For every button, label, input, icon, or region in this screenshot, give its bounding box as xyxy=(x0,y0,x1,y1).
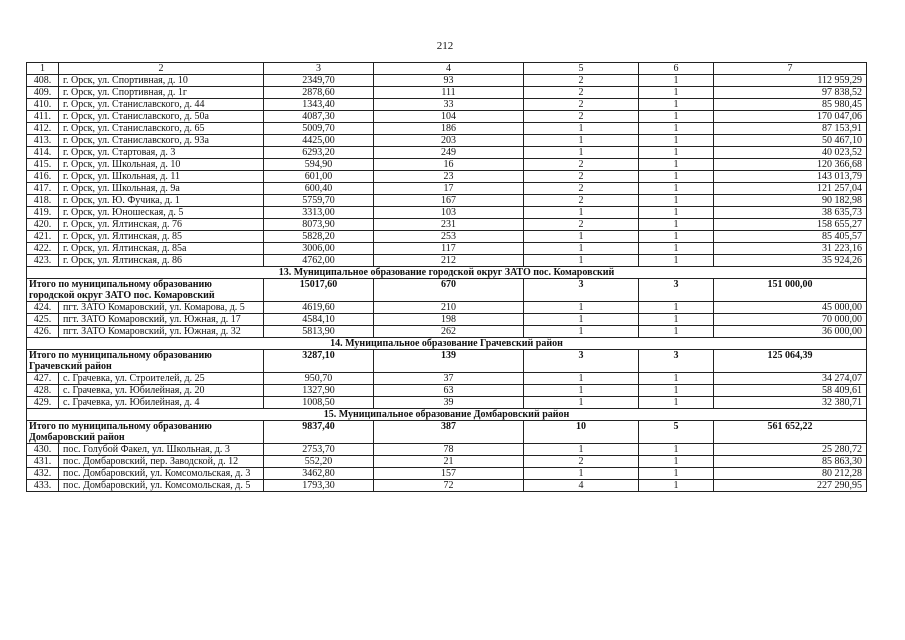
total-label-cell: Итого по муниципальному образованию Домбаровский район xyxy=(27,421,264,444)
col6-cell: 1 xyxy=(639,111,714,123)
amount-cell: 34 274,07 xyxy=(714,373,867,385)
total-col6-cell: 3 xyxy=(639,350,714,373)
table-row xyxy=(27,456,867,468)
row-number-cell: 421. xyxy=(27,231,59,243)
residents-cell: 103 xyxy=(374,207,524,219)
table-row xyxy=(27,207,867,219)
col5-cell: 2 xyxy=(524,171,639,183)
residents-cell: 117 xyxy=(374,243,524,255)
area-cell: 1008,50 xyxy=(264,397,374,409)
amount-cell: 97 838,52 xyxy=(714,87,867,99)
address-cell: г. Орск, ул. Ялтинская, д. 76 xyxy=(59,219,264,231)
amount-cell: 31 223,16 xyxy=(714,243,867,255)
col6-cell: 1 xyxy=(639,480,714,492)
address-cell: г. Орск, ул. Ялтинская, д. 86 xyxy=(59,255,264,267)
col6-cell: 1 xyxy=(639,147,714,159)
column-header: 3 xyxy=(264,63,374,75)
address-cell: г. Орск, ул. Станиславского, д. 50а xyxy=(59,111,264,123)
amount-cell: 40 023,52 xyxy=(714,147,867,159)
section-title: 15. Муниципальное образование Домбаровский район xyxy=(27,409,867,421)
residents-cell: 21 xyxy=(374,456,524,468)
row-number-cell: 411. xyxy=(27,111,59,123)
housing-registry-table xyxy=(26,62,867,492)
area-cell: 3462,80 xyxy=(264,468,374,480)
total-residents-cell: 387 xyxy=(374,421,524,444)
amount-cell: 70 000,00 xyxy=(714,314,867,326)
area-cell: 2753,70 xyxy=(264,444,374,456)
column-header: 1 xyxy=(27,63,59,75)
col5-cell: 1 xyxy=(524,135,639,147)
table-row xyxy=(27,195,867,207)
address-cell: г. Орск, ул. Школьная, д. 10 xyxy=(59,159,264,171)
residents-cell: 16 xyxy=(374,159,524,171)
col5-cell: 1 xyxy=(524,147,639,159)
col5-cell: 1 xyxy=(524,373,639,385)
amount-cell: 143 013,79 xyxy=(714,171,867,183)
table-row xyxy=(27,171,867,183)
amount-cell: 112 959,29 xyxy=(714,75,867,87)
amount-cell: 36 000,00 xyxy=(714,326,867,338)
amount-cell: 121 257,04 xyxy=(714,183,867,195)
amount-cell: 85 863,30 xyxy=(714,456,867,468)
col5-cell: 2 xyxy=(524,111,639,123)
total-area-cell: 15017,60 xyxy=(264,279,374,302)
area-cell: 4619,60 xyxy=(264,302,374,314)
col5-cell: 1 xyxy=(524,123,639,135)
residents-cell: 262 xyxy=(374,326,524,338)
col6-cell: 1 xyxy=(639,171,714,183)
table-row xyxy=(27,397,867,409)
area-cell: 2349,70 xyxy=(264,75,374,87)
total-amount-cell: 151 000,00 xyxy=(714,279,867,302)
row-number-cell: 409. xyxy=(27,87,59,99)
section-heading-row xyxy=(27,267,867,279)
address-cell: с. Грачевка, ул. Юбилейная, д. 4 xyxy=(59,397,264,409)
address-cell: г. Орск, ул. Школьная, д. 11 xyxy=(59,171,264,183)
col5-cell: 2 xyxy=(524,99,639,111)
row-number-cell: 431. xyxy=(27,456,59,468)
col5-cell: 2 xyxy=(524,195,639,207)
area-cell: 5828,20 xyxy=(264,231,374,243)
area-cell: 4425,00 xyxy=(264,135,374,147)
area-cell: 5759,70 xyxy=(264,195,374,207)
row-number-cell: 408. xyxy=(27,75,59,87)
row-number-cell: 420. xyxy=(27,219,59,231)
col5-cell: 2 xyxy=(524,183,639,195)
table-row xyxy=(27,243,867,255)
area-cell: 3006,00 xyxy=(264,243,374,255)
area-cell: 1327,90 xyxy=(264,385,374,397)
table-row xyxy=(27,87,867,99)
residents-cell: 212 xyxy=(374,255,524,267)
row-number-cell: 422. xyxy=(27,243,59,255)
row-number-cell: 433. xyxy=(27,480,59,492)
col5-cell: 4 xyxy=(524,480,639,492)
area-cell: 552,20 xyxy=(264,456,374,468)
table-row xyxy=(27,255,867,267)
col6-cell: 1 xyxy=(639,87,714,99)
row-number-cell: 412. xyxy=(27,123,59,135)
col5-cell: 1 xyxy=(524,255,639,267)
address-cell: пос. Домбаровский, ул. Комсомольская, д. 5 xyxy=(59,480,264,492)
row-number-cell: 427. xyxy=(27,373,59,385)
col5-cell: 2 xyxy=(524,75,639,87)
row-number-cell: 428. xyxy=(27,385,59,397)
residents-cell: 203 xyxy=(374,135,524,147)
amount-cell: 227 290,95 xyxy=(714,480,867,492)
col6-cell: 1 xyxy=(639,99,714,111)
area-cell: 8073,90 xyxy=(264,219,374,231)
amount-cell: 25 280,72 xyxy=(714,444,867,456)
address-cell: г. Орск, ул. Стартовая, д. 3 xyxy=(59,147,264,159)
col5-cell: 1 xyxy=(524,302,639,314)
col6-cell: 1 xyxy=(639,219,714,231)
total-amount-cell: 561 652,22 xyxy=(714,421,867,444)
residents-cell: 104 xyxy=(374,111,524,123)
amount-cell: 90 182,98 xyxy=(714,195,867,207)
total-col6-cell: 5 xyxy=(639,421,714,444)
table-row xyxy=(27,99,867,111)
row-number-cell: 417. xyxy=(27,183,59,195)
residents-cell: 33 xyxy=(374,99,524,111)
amount-cell: 38 635,73 xyxy=(714,207,867,219)
residents-cell: 63 xyxy=(374,385,524,397)
amount-cell: 35 924,26 xyxy=(714,255,867,267)
table-row xyxy=(27,468,867,480)
row-number-cell: 416. xyxy=(27,171,59,183)
col6-cell: 1 xyxy=(639,135,714,147)
table-row xyxy=(27,326,867,338)
total-label-cell: Итого по муниципальному образованию Грачевский район xyxy=(27,350,264,373)
col5-cell: 1 xyxy=(524,468,639,480)
col5-cell: 1 xyxy=(524,207,639,219)
col5-cell: 1 xyxy=(524,444,639,456)
amount-cell: 32 380,71 xyxy=(714,397,867,409)
total-residents-cell: 139 xyxy=(374,350,524,373)
address-cell: г. Орск, ул. Станиславского, д. 44 xyxy=(59,99,264,111)
col6-cell: 1 xyxy=(639,243,714,255)
column-header: 7 xyxy=(714,63,867,75)
col5-cell: 2 xyxy=(524,87,639,99)
page-number: 212 xyxy=(436,40,454,52)
row-number-cell: 429. xyxy=(27,397,59,409)
amount-cell: 158 655,27 xyxy=(714,219,867,231)
table-row xyxy=(27,183,867,195)
total-amount-cell: 125 064,39 xyxy=(714,350,867,373)
table-row xyxy=(27,444,867,456)
amount-cell: 170 047,06 xyxy=(714,111,867,123)
area-cell: 3313,00 xyxy=(264,207,374,219)
section-title: 13. Муниципальное образование городской округ ЗАТО пос. Комаровский xyxy=(27,267,867,279)
total-residents-cell: 670 xyxy=(374,279,524,302)
residents-cell: 249 xyxy=(374,147,524,159)
address-cell: г. Орск, ул. Юношеская, д. 5 xyxy=(59,207,264,219)
col6-cell: 1 xyxy=(639,75,714,87)
area-cell: 1343,40 xyxy=(264,99,374,111)
address-cell: пос. Домбаровский, ул. Комсомольская, д. 3 xyxy=(59,468,264,480)
column-header: 4 xyxy=(374,63,524,75)
col5-cell: 1 xyxy=(524,231,639,243)
address-cell: пос. Домбаровский, пер. Заводской, д. 12 xyxy=(59,456,264,468)
column-header: 6 xyxy=(639,63,714,75)
area-cell: 4584,10 xyxy=(264,314,374,326)
col5-cell: 2 xyxy=(524,219,639,231)
col5-cell: 1 xyxy=(524,314,639,326)
table-row xyxy=(27,480,867,492)
col6-cell: 1 xyxy=(639,207,714,219)
residents-cell: 157 xyxy=(374,468,524,480)
table-row xyxy=(27,75,867,87)
area-cell: 6293,20 xyxy=(264,147,374,159)
table-row xyxy=(27,147,867,159)
area-cell: 2878,60 xyxy=(264,87,374,99)
section-heading-row xyxy=(27,338,867,350)
total-label-cell: Итого по муниципальному образованию городской округ ЗАТО пос. Комаровский xyxy=(27,279,264,302)
section-title: 14. Муниципальное образование Грачевский район xyxy=(27,338,867,350)
amount-cell: 120 366,68 xyxy=(714,159,867,171)
row-number-cell: 424. xyxy=(27,302,59,314)
column-header: 5 xyxy=(524,63,639,75)
address-cell: г. Орск, ул. Спортивная, д. 1г xyxy=(59,87,264,99)
col6-cell: 1 xyxy=(639,468,714,480)
total-col5-cell: 3 xyxy=(524,279,639,302)
table-row xyxy=(27,123,867,135)
row-number-cell: 410. xyxy=(27,99,59,111)
residents-cell: 37 xyxy=(374,373,524,385)
address-cell: г. Орск, ул. Станиславского, д. 93а xyxy=(59,135,264,147)
address-cell: г. Орск, ул. Станиславского, д. 65 xyxy=(59,123,264,135)
address-cell: с. Грачевка, ул. Строителей, д. 25 xyxy=(59,373,264,385)
column-number-row xyxy=(27,63,867,75)
col6-cell: 1 xyxy=(639,231,714,243)
table-row xyxy=(27,159,867,171)
col6-cell: 1 xyxy=(639,195,714,207)
area-cell: 4087,30 xyxy=(264,111,374,123)
amount-cell: 85 405,57 xyxy=(714,231,867,243)
table-row xyxy=(27,373,867,385)
amount-cell: 80 212,28 xyxy=(714,468,867,480)
residents-cell: 210 xyxy=(374,302,524,314)
area-cell: 950,70 xyxy=(264,373,374,385)
total-area-cell: 9837,40 xyxy=(264,421,374,444)
subtotal-row xyxy=(27,279,867,302)
residents-cell: 167 xyxy=(374,195,524,207)
address-cell: г. Орск, ул. Ялтинская, д. 85 xyxy=(59,231,264,243)
amount-cell: 58 409,61 xyxy=(714,385,867,397)
address-cell: пгт. ЗАТО Комаровский, ул. Комарова, д. 5 xyxy=(59,302,264,314)
area-cell: 600,40 xyxy=(264,183,374,195)
row-number-cell: 414. xyxy=(27,147,59,159)
col6-cell: 1 xyxy=(639,302,714,314)
col6-cell: 1 xyxy=(639,373,714,385)
residents-cell: 17 xyxy=(374,183,524,195)
total-area-cell: 3287,10 xyxy=(264,350,374,373)
col5-cell: 1 xyxy=(524,243,639,255)
residents-cell: 93 xyxy=(374,75,524,87)
amount-cell: 45 000,00 xyxy=(714,302,867,314)
col6-cell: 1 xyxy=(639,456,714,468)
address-cell: г. Орск, ул. Школьная, д. 9а xyxy=(59,183,264,195)
area-cell: 5813,90 xyxy=(264,326,374,338)
residents-cell: 78 xyxy=(374,444,524,456)
col6-cell: 1 xyxy=(639,385,714,397)
residents-cell: 72 xyxy=(374,480,524,492)
address-cell: г. Орск, ул. Ю. Фучика, д. 1 xyxy=(59,195,264,207)
table-row xyxy=(27,385,867,397)
area-cell: 5009,70 xyxy=(264,123,374,135)
area-cell: 601,00 xyxy=(264,171,374,183)
col5-cell: 1 xyxy=(524,385,639,397)
table-row xyxy=(27,219,867,231)
subtotal-row xyxy=(27,421,867,444)
table-row xyxy=(27,302,867,314)
row-number-cell: 432. xyxy=(27,468,59,480)
total-col5-cell: 3 xyxy=(524,350,639,373)
amount-cell: 87 153,91 xyxy=(714,123,867,135)
row-number-cell: 425. xyxy=(27,314,59,326)
amount-cell: 85 980,45 xyxy=(714,99,867,111)
table-row xyxy=(27,135,867,147)
amount-cell: 50 467,10 xyxy=(714,135,867,147)
col5-cell: 2 xyxy=(524,159,639,171)
residents-cell: 198 xyxy=(374,314,524,326)
residents-cell: 23 xyxy=(374,171,524,183)
col5-cell: 2 xyxy=(524,456,639,468)
residents-cell: 231 xyxy=(374,219,524,231)
table-row xyxy=(27,314,867,326)
col6-cell: 1 xyxy=(639,444,714,456)
row-number-cell: 413. xyxy=(27,135,59,147)
address-cell: г. Орск, ул. Ялтинская, д. 85а xyxy=(59,243,264,255)
total-col6-cell: 3 xyxy=(639,279,714,302)
address-cell: пгт. ЗАТО Комаровский, ул. Южная, д. 32 xyxy=(59,326,264,338)
column-header: 2 xyxy=(59,63,264,75)
total-col5-cell: 10 xyxy=(524,421,639,444)
col6-cell: 1 xyxy=(639,314,714,326)
col6-cell: 1 xyxy=(639,255,714,267)
col6-cell: 1 xyxy=(639,397,714,409)
address-cell: с. Грачевка, ул. Юбилейная, д. 20 xyxy=(59,385,264,397)
table-row xyxy=(27,231,867,243)
col6-cell: 1 xyxy=(639,326,714,338)
col6-cell: 1 xyxy=(639,159,714,171)
address-cell: г. Орск, ул. Спортивная, д. 10 xyxy=(59,75,264,87)
col5-cell: 1 xyxy=(524,326,639,338)
row-number-cell: 423. xyxy=(27,255,59,267)
residents-cell: 186 xyxy=(374,123,524,135)
col5-cell: 1 xyxy=(524,397,639,409)
row-number-cell: 418. xyxy=(27,195,59,207)
residents-cell: 253 xyxy=(374,231,524,243)
residents-cell: 111 xyxy=(374,87,524,99)
area-cell: 4762,00 xyxy=(264,255,374,267)
col6-cell: 1 xyxy=(639,123,714,135)
area-cell: 1793,30 xyxy=(264,480,374,492)
table-row xyxy=(27,111,867,123)
area-cell: 594,90 xyxy=(264,159,374,171)
section-heading-row xyxy=(27,409,867,421)
row-number-cell: 426. xyxy=(27,326,59,338)
col6-cell: 1 xyxy=(639,183,714,195)
subtotal-row xyxy=(27,350,867,373)
row-number-cell: 430. xyxy=(27,444,59,456)
residents-cell: 39 xyxy=(374,397,524,409)
row-number-cell: 415. xyxy=(27,159,59,171)
row-number-cell: 419. xyxy=(27,207,59,219)
address-cell: пгт. ЗАТО Комаровский, ул. Южная, д. 17 xyxy=(59,314,264,326)
address-cell: пос. Голубой Факел, ул. Школьная, д. 3 xyxy=(59,444,264,456)
